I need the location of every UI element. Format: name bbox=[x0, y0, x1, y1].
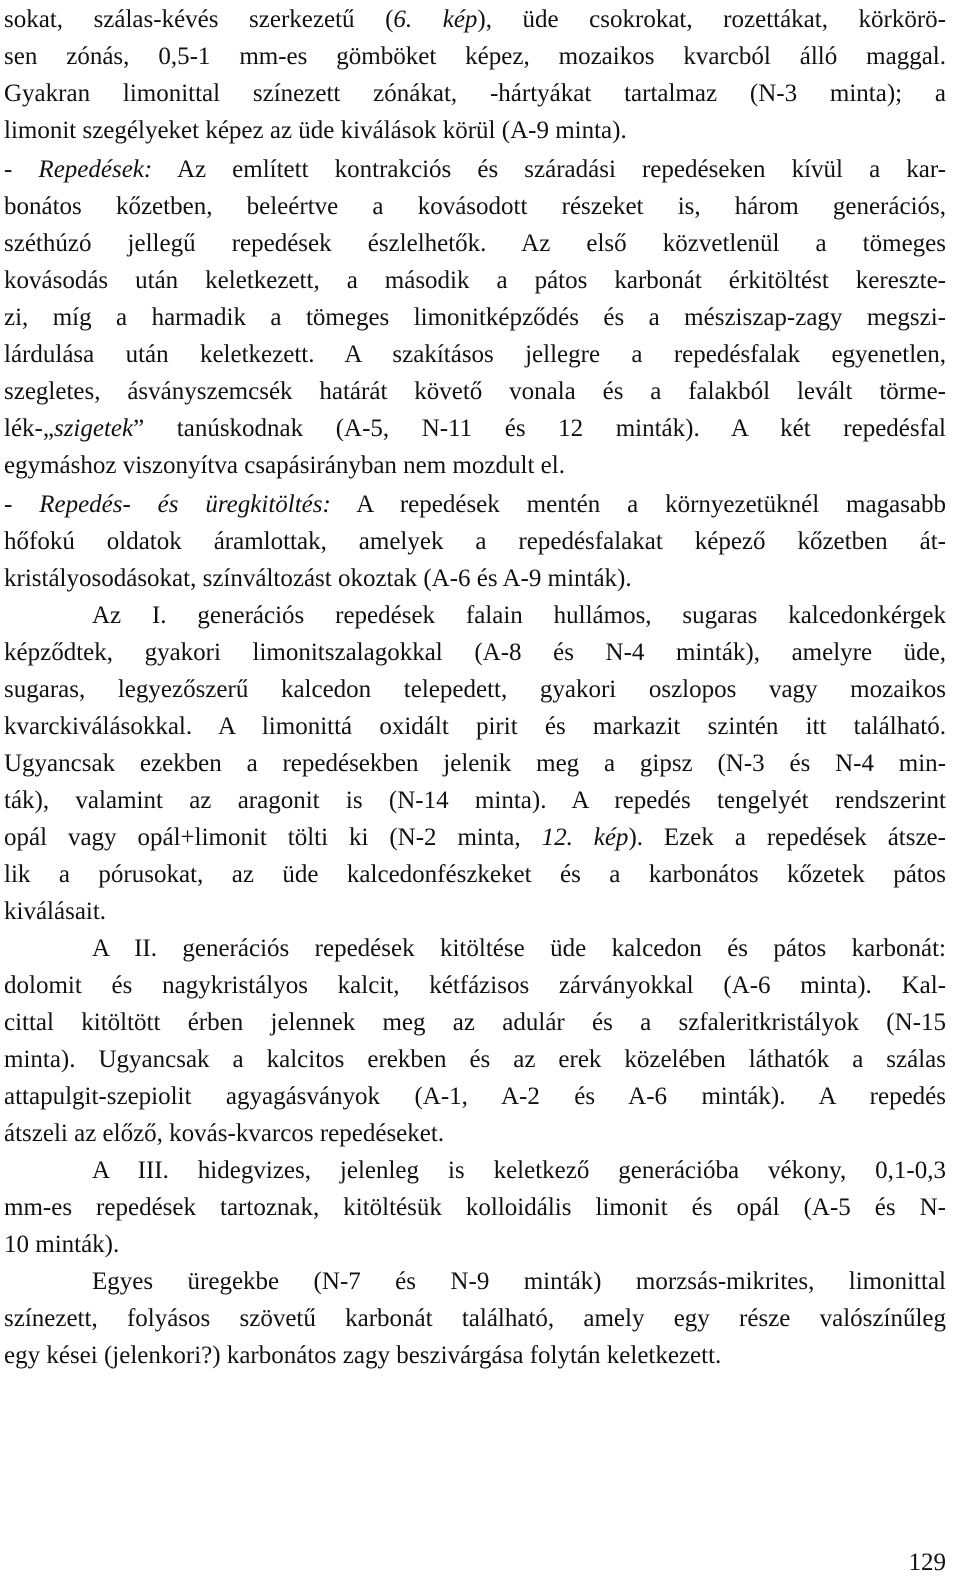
text-line bbox=[4, 746, 946, 782]
text-run: A II. generációs repedések kitöltése üde kalcedon és pátos karbonát: bbox=[92, 935, 946, 962]
text-run: sugaras, legyezőszerű kalcedon telepedett, gyakori oszlopos vagy mozaikos bbox=[4, 676, 946, 703]
text-line bbox=[92, 598, 946, 634]
text-line bbox=[4, 894, 946, 930]
text-run: egymáshoz viszonyítva csapásirányban nem mozdult el. bbox=[4, 452, 565, 479]
text-line bbox=[4, 189, 946, 225]
text-line bbox=[4, 152, 946, 188]
text-run: A repedések mentén a környezetüknél magasabb bbox=[330, 491, 946, 518]
text-line bbox=[4, 857, 946, 893]
text-run: kovásodás után keletkezett, a második a pátos karbonát érkitöltést kereszte- bbox=[4, 267, 946, 294]
text-line bbox=[4, 337, 946, 373]
text-line bbox=[92, 931, 946, 967]
text-line bbox=[4, 968, 946, 1004]
text-line bbox=[4, 524, 946, 560]
text-line bbox=[4, 1301, 946, 1337]
text-run: Egyes üregekbe (N-7 és N-9 minták) morzsás-mikrites, limonittal bbox=[92, 1268, 946, 1295]
text-run: sen zónás, 0,5-1 mm-es gömböket képez, mozaikos kvarcból álló maggal. bbox=[4, 43, 946, 70]
text-run: - bbox=[4, 156, 39, 183]
text-run: limonit szegélyeket képez az üde kiválások körül (A-9 minta). bbox=[4, 117, 627, 144]
italic-text: 12. kép bbox=[541, 824, 629, 851]
text-run: lárdulása után keletkezett. A szakításos jellegre a repedésfalak egyenetlen, bbox=[4, 341, 946, 368]
text-run: átszeli az előző, kovás-kvarcos repedéseket. bbox=[4, 1120, 445, 1147]
text-line bbox=[4, 39, 946, 75]
text-line bbox=[4, 1005, 946, 1041]
text-run: A III. hidegvizes, jelenleg is keletkező generációba vékony, 0,1-0,3 bbox=[92, 1157, 946, 1184]
text-line bbox=[4, 709, 946, 745]
text-run: ), üde csokrokat, rozettákat, körkörö- bbox=[477, 6, 946, 33]
text-run: színezett, folyásos szövetű karbonát található, amely egy része valószínűleg bbox=[4, 1305, 946, 1332]
text-run: Ugyancsak ezekben a repedésekben jelenik meg a gipsz (N-3 és N-4 min- bbox=[4, 750, 946, 777]
text-line bbox=[4, 635, 946, 671]
text-run: kiválásait. bbox=[4, 898, 107, 925]
text-run: mm-es repedések tartoznak, kitöltésük kolloidális limonit és opál (A-5 és N- bbox=[4, 1194, 946, 1221]
text-run: zi, míg a harmadik a tömeges limonitképződés és a mésziszap-zagy megszi- bbox=[4, 304, 946, 331]
text-run: ták), valamint az aragonit is (N-14 minta). A repedés tengelyét rendszerint bbox=[4, 787, 946, 814]
text-run: képződtek, gyakori limonitszalagokkal (A-8 és N-4 minták), amelyre üde, bbox=[4, 639, 946, 666]
text-line bbox=[4, 487, 946, 523]
text-run: cittal kitöltött érben jelennek meg az adulár és a szfaleritkristályok (N-15 bbox=[4, 1009, 946, 1036]
text-line bbox=[4, 226, 946, 262]
text-run: hőfokú oldatok áramlottak, amelyek a repedésfalakat képező kőzetben át- bbox=[4, 528, 946, 555]
text-run: attapulgit-szepiolit agyagásványok (A-1, A-2 és A-6 minták). A repedés bbox=[4, 1083, 946, 1110]
page-number: 129 bbox=[908, 1549, 946, 1576]
text-run: 10 minták). bbox=[4, 1231, 120, 1258]
text-run: lék-„ bbox=[4, 415, 54, 442]
text-line bbox=[4, 2, 946, 38]
text-run: egy kései (jelenkori?) karbonátos zagy beszivárgása folytán keletkezett. bbox=[4, 1342, 722, 1369]
text-line bbox=[4, 76, 946, 112]
text-run: sokat, szálas-kévés szerkezetű ( bbox=[4, 6, 394, 33]
text-run: dolomit és nagykristályos kalcit, kétfázisos zárványokkal (A-6 minta). Kal- bbox=[4, 972, 946, 999]
text-run: kvarckiválásokkal. A limonittá oxidált pirit és markazit szintén itt található. bbox=[4, 713, 946, 740]
text-line bbox=[4, 113, 946, 149]
text-line bbox=[4, 1227, 946, 1263]
text-run: széthúzó jellegű repedések észlelhetők. Az első közvetlenül a tömeges bbox=[4, 230, 946, 257]
text-run: ). Ezek a repedések átsze- bbox=[628, 824, 946, 851]
text-line bbox=[4, 1042, 946, 1078]
text-line bbox=[4, 411, 946, 447]
text-line bbox=[92, 1153, 946, 1189]
text-run: Az említett kontrakciós és száradási repedéseken kívül a kar- bbox=[152, 156, 946, 183]
text-line bbox=[4, 448, 946, 484]
text-run: minta). Ugyancsak a kalcitos erekben és az erek közelében láthatók a szálas bbox=[4, 1046, 946, 1073]
text-line bbox=[4, 783, 946, 819]
italic-text: Repedés- és üregkitöltés: bbox=[39, 491, 331, 518]
text-run: szegletes, ásványszemcsék határát követő vonala és a falakból levált törme- bbox=[4, 378, 946, 405]
text-run: bonátos kőzetben, beleértve a kovásodott részeket is, három generációs, bbox=[4, 193, 946, 220]
text-run: Az I. generációs repedések falain hullámos, sugaras kalcedonkérgek bbox=[92, 602, 946, 629]
text-run: - bbox=[4, 491, 40, 518]
text-run: opál vagy opál+limonit tölti ki (N-2 minta, bbox=[4, 824, 542, 851]
text-run: ” tanúskodnak (A-5, N-11 és 12 minták). A két repedésfal bbox=[133, 415, 946, 442]
text-run: lik a pórusokat, az üde kalcedonfészkeket és a karbonátos kőzetek pátos bbox=[4, 861, 946, 888]
italic-text: 6. kép bbox=[393, 6, 478, 33]
text-line bbox=[4, 820, 946, 856]
text-line bbox=[4, 263, 946, 299]
text-line bbox=[4, 1338, 946, 1374]
text-line bbox=[4, 1079, 946, 1115]
text-run: kristályosodásokat, színváltozást okoztak (A-6 és A-9 minták). bbox=[4, 565, 632, 592]
text-line bbox=[92, 1264, 946, 1300]
text-line bbox=[4, 672, 946, 708]
italic-text: Repedések: bbox=[38, 156, 153, 183]
text-line bbox=[4, 374, 946, 410]
text-run: Gyakran limonittal színezett zónákat, -hártyákat tartalmaz (N-3 minta); a bbox=[4, 80, 946, 107]
text-line bbox=[4, 1116, 946, 1152]
text-line bbox=[4, 1190, 946, 1226]
text-line bbox=[4, 561, 946, 597]
text-line bbox=[4, 300, 946, 336]
italic-text: szigetek bbox=[53, 415, 134, 442]
